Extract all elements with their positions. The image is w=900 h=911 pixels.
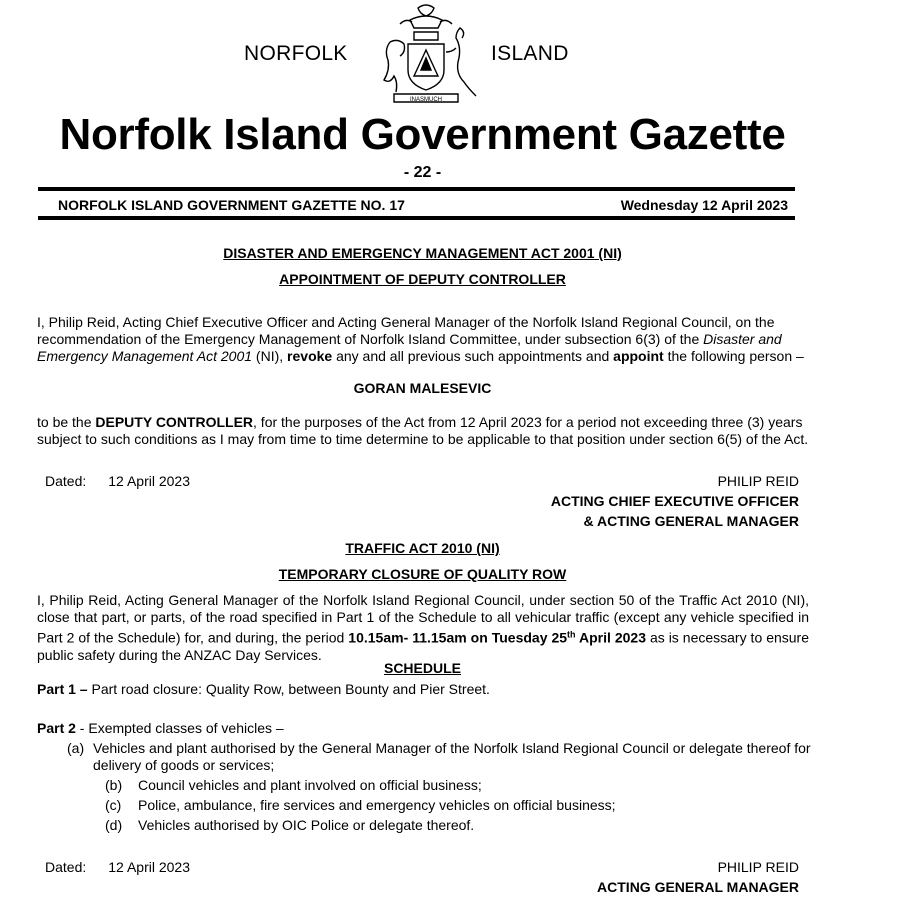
notice2-act-heading: TRAFFIC ACT 2010 (NI): [345, 540, 500, 556]
appoint-bold: appoint: [613, 348, 664, 364]
page-number: - 22 -: [403, 164, 442, 181]
text-run: as is necessary to ensure public safety during the ANZAC Day Services.: [37, 629, 809, 663]
exemption-item: [105, 777, 482, 794]
appointee-name: GORAN MALESEVIC: [353, 380, 492, 396]
notice1-title-line1: ACTING CHIEF EXECUTIVE OFFICER: [550, 493, 799, 509]
schedule-part1: [37, 681, 809, 698]
closure-period-bold: April 2023: [575, 629, 646, 646]
dated-label: Dated:: [45, 473, 87, 489]
masthead-right-word: ISLAND: [491, 42, 569, 65]
notice2-title-line1: ACTING GENERAL MANAGER: [597, 879, 799, 895]
role-bold: DEPUTY CONTROLLER: [95, 414, 254, 430]
revoke-bold: revoke: [287, 348, 333, 364]
text-run: , for the purposes of the Act from 12 April 2023 for a period not exceeding three (3) years subject to such conditions as I may from time to time determine to be applicable to that position under section 6(5) of the Act.: [37, 414, 809, 447]
notice1-paragraph2: [37, 414, 809, 448]
schedule-part2: [37, 720, 809, 737]
act-name-italic: Disaster and Emergency Management Act 2001: [37, 331, 782, 364]
gazette-number: NORFOLK ISLAND GOVERNMENT GAZETTE NO. 17: [58, 197, 405, 213]
exemption-text: Council vehicles and plant involved on official business;: [138, 777, 482, 793]
text-run: any and all previous such appointments and: [332, 348, 614, 364]
top-rule: [38, 187, 795, 191]
notice2-signatory: PHILIP REID: [717, 859, 799, 875]
exemption-item: [105, 797, 616, 814]
masthead-left-word: NORFOLK: [244, 42, 348, 65]
gazette-date: Wednesday 12 April 2023: [620, 197, 788, 213]
notice1-paragraph1: [37, 314, 809, 365]
exemption-label: (b): [105, 777, 123, 793]
exemption-text: Police, ambulance, fire services and emergency vehicles on official business;: [138, 797, 616, 813]
exemption-label: (c): [105, 797, 122, 813]
text-run: I, Philip Reid, Acting Chief Executive Officer and Acting General Manager of the Norfolk Island Regional Council, on the recommendation of the Emergency Management of Norfolk Island Committee, under subsection 6(3) of the: [37, 314, 775, 347]
ordinal-suffix: th: [567, 629, 576, 639]
exemption-text: Vehicles and plant authorised by the General Manager of the Norfolk Island Regional Council or delegate thereof for delivery of goods or services;: [93, 740, 811, 773]
schedule-heading: SCHEDULE: [383, 660, 461, 676]
notice2-subheading: TEMPORARY CLOSURE OF QUALITY ROW: [278, 566, 567, 582]
coat-of-arms-icon: [370, 2, 482, 108]
exemption-label: (a): [67, 740, 85, 756]
notice2-paragraph: [37, 592, 809, 664]
closure-period-bold: 10.15am- 11.15am on Tuesday 25: [348, 629, 568, 646]
exemption-text: Vehicles authorised by OIC Police or delegate thereof.: [138, 817, 475, 833]
notice2-dated: [45, 859, 190, 875]
text-run: to be the: [37, 414, 96, 430]
dated-value: 12 April 2023: [108, 473, 190, 489]
part1-label: Part 1 –: [37, 681, 88, 697]
part1-text: Part road closure: Quality Row, between Bounty and Pier Street.: [87, 681, 490, 697]
text-run: the following person –: [663, 348, 804, 364]
text-run: I, Philip Reid, Acting General Manager of the Norfolk Island Regional Council, under section 50 of the Traffic Act 2010 (NI), close that part, or parts, of the road specified in Part 1 of the Schedule to all vehicular traffic (except any vehicle specified in Part 2 of the Schedule) for, and during, the period: [37, 592, 809, 646]
gazette-title: Norfolk Island Government Gazette: [59, 110, 786, 159]
dated-value: 12 April 2023: [108, 859, 190, 875]
notice1-subheading: APPOINTMENT OF DEPUTY CONTROLLER: [279, 271, 566, 287]
exemption-item: [67, 740, 817, 774]
notice1-dated: [45, 473, 190, 489]
part2-text: - Exempted classes of vehicles –: [75, 720, 284, 736]
dated-label: Dated:: [45, 859, 87, 875]
bottom-rule: [38, 216, 795, 220]
exemption-item: [105, 817, 474, 834]
notice1-title-line2: & ACTING GENERAL MANAGER: [583, 513, 799, 529]
exemption-label: (d): [105, 817, 123, 833]
crest-motto: INASMUCH: [409, 97, 443, 103]
part2-label: Part 2: [37, 720, 76, 736]
notice1-act-heading: DISASTER AND EMERGENCY MANAGEMENT ACT 2001 (NI): [223, 245, 622, 261]
notice1-signatory: PHILIP REID: [717, 473, 799, 489]
text-run: (NI),: [252, 348, 288, 364]
